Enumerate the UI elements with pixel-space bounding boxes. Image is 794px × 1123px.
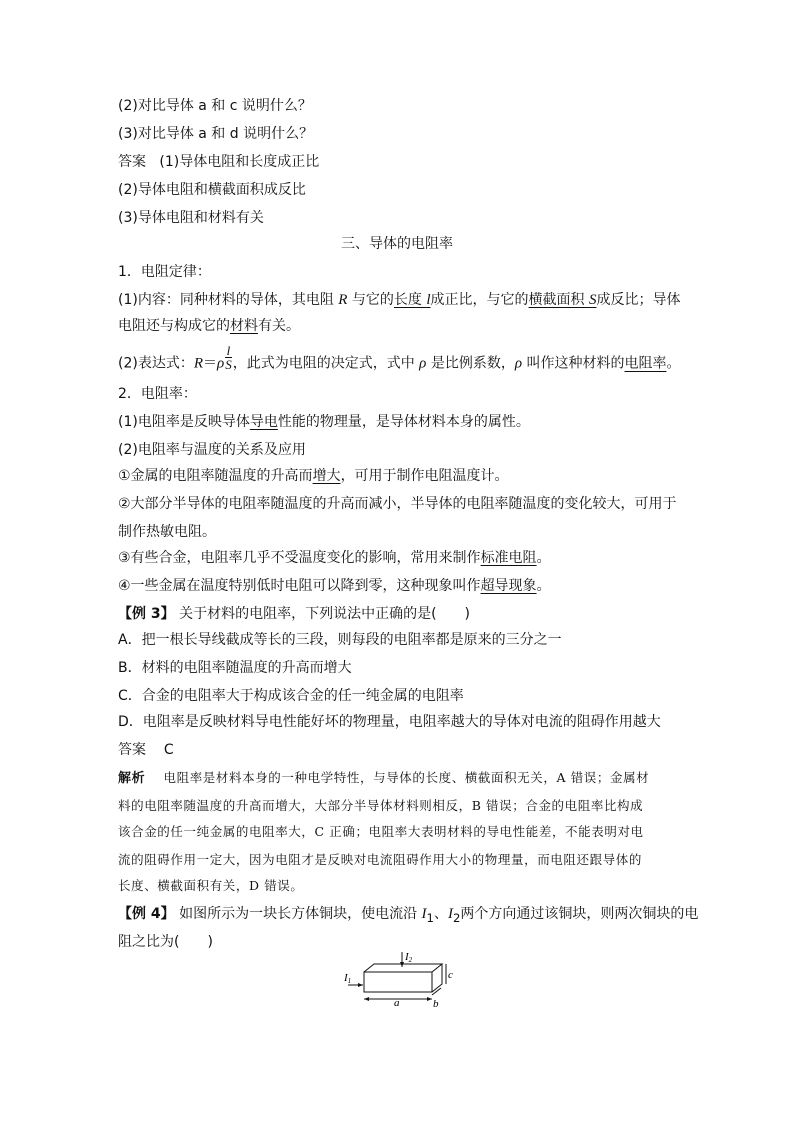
text: 电阻还与构成它的 [118, 318, 230, 334]
subscript: 2 [452, 910, 461, 925]
var-R: R [193, 355, 204, 372]
text: 关于材料的电阻率，下列说法中正确的是( ) [174, 606, 470, 622]
solution-line5: 长度、横截面积有关，D 错误。 [118, 878, 304, 893]
copper-block-figure [338, 950, 458, 1008]
label-a: a [394, 997, 400, 1008]
example-4-stem [118, 904, 698, 928]
solution-line4: 流的阻碍作用一定大，因为电阻才是反映对电流阻碍作用大小的物理量，而电阻还跟导体的 [118, 852, 643, 867]
block-front-face [364, 972, 432, 992]
var-rho: ρ [514, 355, 523, 372]
text: 。 [536, 578, 551, 594]
answer-2: (2)导体电阻和横截面积成反比 [118, 182, 306, 198]
text: ，此式为电阻的决定式，式中 [232, 355, 420, 372]
arrowhead [364, 997, 369, 1001]
underline-material: 材料 [230, 318, 258, 334]
answer-1 [118, 152, 319, 172]
answer-label: 答案 [118, 154, 146, 170]
law-content-line1 [118, 290, 680, 310]
rate-item-2: ②大部分半导体的电阻率随温度的升高而减小，半导体的电阻率随温度的变化较大，可用于 [118, 496, 677, 512]
answer-3: (3)导体电阻和材料有关 [118, 210, 264, 226]
block-top-face [364, 964, 442, 972]
option-b: B．材料的电阻率随温度的升高而增大 [118, 660, 352, 676]
text: 成正比，与它的 [430, 292, 529, 308]
solution-label: 解析 [118, 771, 146, 786]
label-i1: I1 [344, 972, 352, 985]
answer-value: C [163, 742, 174, 758]
underline-standard-resistor: 标准电阻 [480, 550, 537, 566]
example-4-stem-cont: 阻之比为( ) [118, 934, 213, 950]
rate-line2: (2)电阻率与温度的关系及应用 [118, 442, 306, 458]
option-a: A．把一根长导线截成等长的三段，则每段的电阻率都是原来的三分之一 [118, 632, 562, 648]
text: 两个方向通过该铜块，则两次铜块的电 [460, 906, 699, 922]
text: ④一些金属在温度特别低时电阻可以降到零，这种现象叫作 [118, 578, 481, 594]
underline-resistivity: 电阻率 [624, 355, 667, 372]
underline-conductive: 导电 [249, 414, 278, 430]
law-content-line2 [118, 316, 300, 336]
var-I: I [447, 906, 453, 922]
label-c: c [448, 969, 453, 981]
equals: ＝ [203, 355, 218, 372]
text: 、 [433, 906, 448, 922]
text: (2)表达式： [118, 355, 194, 372]
subscript: 1 [426, 910, 434, 925]
text: 与它的 [347, 292, 394, 308]
underline-area [529, 292, 597, 308]
example-tag: 【例 3】 [118, 606, 175, 622]
var-I: I [421, 906, 427, 922]
var-l: l [426, 292, 431, 308]
text: 成反比；导体 [596, 292, 681, 308]
question-2: (2)对比导体 a 和 c 说明什么？ [118, 98, 312, 114]
denominator: S [225, 357, 232, 372]
fraction-l-over-S [225, 344, 232, 371]
text: 是比例系数， [426, 355, 515, 372]
rate-item-3 [118, 548, 551, 568]
text: 叫作这种材料的 [522, 355, 625, 372]
text: 性能的物理量，是导体材料本身的属性。 [277, 414, 530, 430]
var-S: S [588, 292, 597, 308]
law-expression [118, 343, 681, 377]
solution-line3: 该合金的任一纯金属的电阻率大，C 正确；电阻率大表明材料的导电性能差，不能表明对电 [118, 824, 644, 839]
example-tag: 【例 4】 [118, 906, 175, 922]
rate-heading: 2．电阻率： [118, 386, 197, 402]
solution-line1 [118, 768, 649, 789]
underline-superconductivity: 超导现象 [480, 578, 537, 594]
underline-length [394, 292, 431, 308]
text: 如图所示为一块长方体铜块，使电流沿 [174, 906, 422, 922]
current-i1-arrowhead [358, 983, 363, 987]
text: (1)电阻率是反映导体 [118, 414, 250, 430]
label-i2: I2 [405, 951, 413, 964]
law-heading: 1．电阻定律： [118, 264, 211, 280]
section-title: 三、导体的电阻率 [341, 236, 453, 252]
rate-item-1 [118, 466, 509, 486]
arrowhead [427, 997, 432, 1001]
answer-label: 答案 [118, 742, 146, 758]
text: 横截面积 [528, 292, 589, 308]
text: 长度 [393, 292, 427, 308]
label-b: b [433, 998, 439, 1008]
text: ，可用于制作电阻温度计。 [340, 468, 509, 484]
underline-increase: 增大 [312, 468, 341, 484]
text: 。 [666, 355, 681, 372]
text: ①金属的电阻率随温度的升高而 [118, 468, 313, 484]
var-rho: ρ [419, 355, 427, 372]
text: 。 [536, 550, 551, 566]
answer-1-text: (1)导体电阻和长度成正比 [159, 154, 320, 170]
example-3-answer [118, 740, 174, 760]
var-rho: ρ [217, 355, 225, 372]
numerator: l [226, 343, 231, 358]
text: 有关。 [258, 318, 300, 334]
text: ③有些合金，电阻率几乎不受温度变化的影响，常用来制作 [118, 550, 481, 566]
example-3-stem [118, 604, 470, 624]
var-R: R [338, 292, 348, 308]
rate-item-2-cont: 制作热敏电阻。 [118, 524, 216, 540]
rate-item-4 [118, 576, 551, 596]
option-c: C．合金的电阻率大于构成该合金的任一纯金属的电阻率 [118, 688, 464, 704]
option-d: D．电阻率是反映材料导电性能好坏的物理量，电阻率越大的导体对电流的阻碍作用越大 [118, 714, 661, 730]
solution-line2: 料的电阻率随温度的升高而增大，大部分半导体材料则相反，B 错误；合金的电阻率比构成 [118, 798, 644, 813]
rate-line1 [118, 412, 530, 432]
text: 电阻率是材料本身的一种电学特性，与导体的长度、横截面积无关，A 错误；金属材 [163, 770, 650, 785]
question-3: (3)对比导体 a 和 d 说明什么？ [118, 126, 314, 142]
text: (1)内容：同种材料的导体，其电阻 [118, 292, 339, 308]
